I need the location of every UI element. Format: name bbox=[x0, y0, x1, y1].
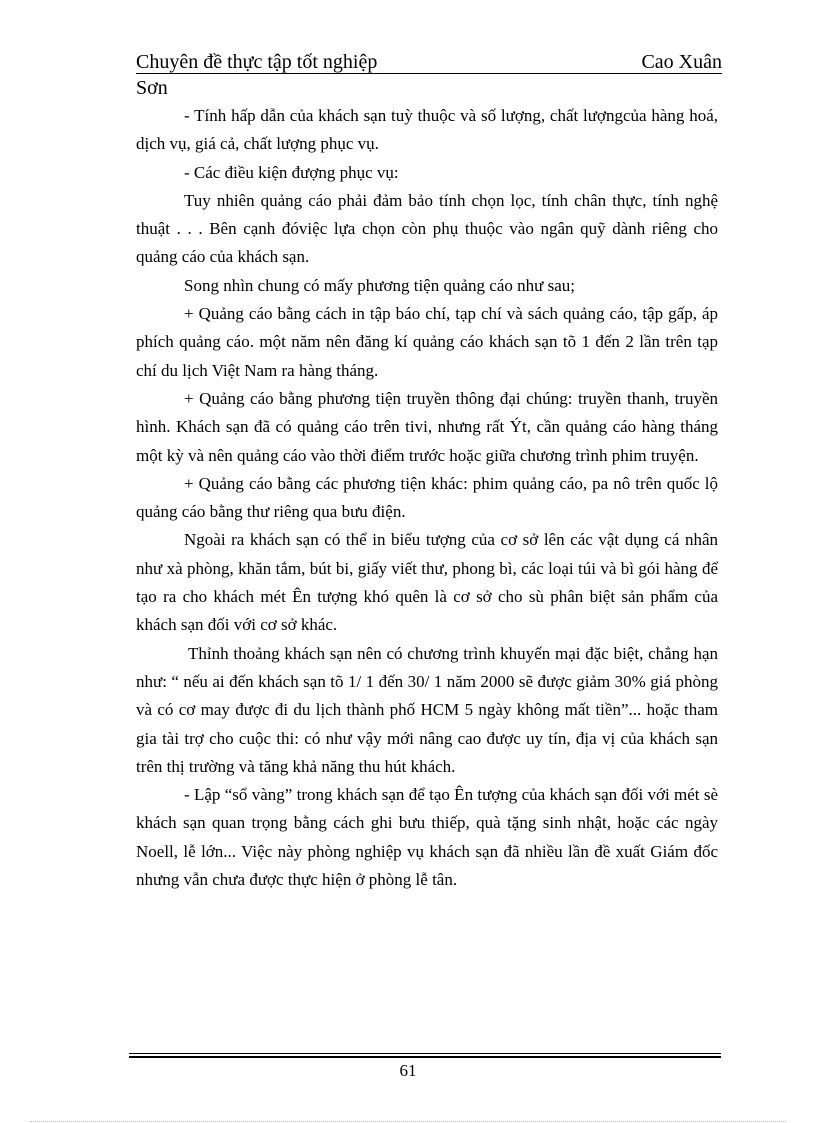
paragraph: + Quảng cáo bằng phương tiện truyền thông đại chúng: truyền thanh, truyền hình. Khách sạn đã có quảng cáo trên tivi, nhưng rất Ýt, cần quảng cáo hàng tháng một kỳ và nên quảng cáo vào thời điểm trước hoặc giữa chương trình phim truyện. bbox=[136, 388, 718, 465]
paragraph: - Tính hấp dẫn của khách sạn tuỳ thuộc và số lượng, chất lượngcủa hàng hoá, dịch vụ, giá cả, chất lượng phục vụ. bbox=[136, 106, 718, 154]
document-body bbox=[136, 102, 718, 894]
header-rule bbox=[136, 73, 722, 74]
paragraph: - Các điều kiện đượng phục vụ: bbox=[184, 162, 399, 182]
footer-rule-thick bbox=[129, 1056, 721, 1058]
header-title: Chuyên đề thực tập tốt nghiệp bbox=[136, 51, 378, 73]
paragraph: + Quảng cáo bằng cách in tập báo chí, tạp chí và sách quảng cáo, tập gấp, áp phích quảng cáo. một năm nên đăng kí quảng cáo khách sạn tõ 1 đến 2 lần trên tạp chí du lịch Việt Nam ra hàng tháng. bbox=[136, 304, 718, 380]
paragraph: Ngoài ra khách sạn có thể in biểu tượng của cơ sở lên các vật dụng cá nhân như xà phòng, khăn tắm, bút bi, giấy viết thư, phong bì, các loại túi và bì gói hàng để tạo ra cho khách mét Ên tượng khó quên là cơ sở cho sù phân biệt sản phẩm của khách sạn đối với cơ sở khác. bbox=[136, 530, 718, 635]
page-edge-dots bbox=[30, 1121, 786, 1122]
header-author-continuation: Sơn bbox=[136, 77, 168, 99]
paragraph: Song nhìn chung có mấy phương tiện quảng cáo như sau; bbox=[184, 275, 575, 295]
paragraph: Thỉnh thoảng khách sạn nên có chương trình khuyến mại đặc biệt, chẳng hạn như: “ nếu ai đến khách sạn tõ 1/ 1 đến 30/ 1 năm 2000 sẽ được giảm 30% giá phòng và có cơ may được đi du lịch thành phố HCM 5 ngày không mất tiền”... hoặc tham gia tài trợ cho cuộc thi: có như vậy mới nâng cao được uy tín, địa vị của khách sạn trên thị trường và tăng khả năng thu hút khách. bbox=[136, 643, 718, 776]
paragraph: + Quảng cáo bằng các phương tiện khác: phim quảng cáo, pa nô trên quốc lộ quảng cáo bằng thư riêng qua bưu điện. bbox=[136, 473, 718, 522]
footer-rule bbox=[129, 1053, 721, 1054]
paragraph: Tuy nhiên quảng cáo phải đảm bảo tính chọn lọc, tính chân thực, tính nghệ thuật . . . Bên cạnh đóviệc lựa chọn còn phụ thuộc vào ngân quỹ dành riêng cho quảng cáo của khách sạn. bbox=[136, 190, 718, 267]
page-number: 61 bbox=[399, 1061, 417, 1080]
paragraph: - Lập “sổ vàng” trong khách sạn để tạo Ên tượng của khách sạn đối với mét sè khách sạn quan trọng bằng cách ghi bưu thiếp, quà tặng sinh nhật, hoặc các ngày Noell, lễ lớn... Việc này phòng nghiệp vụ khách sạn đã nhiều lần đề xuất Giám đốc nhưng vẫn chưa được thực hiện ở phòng lễ tân. bbox=[136, 785, 718, 890]
page-header bbox=[136, 50, 722, 74]
header-author: Cao Xuân bbox=[641, 51, 722, 73]
